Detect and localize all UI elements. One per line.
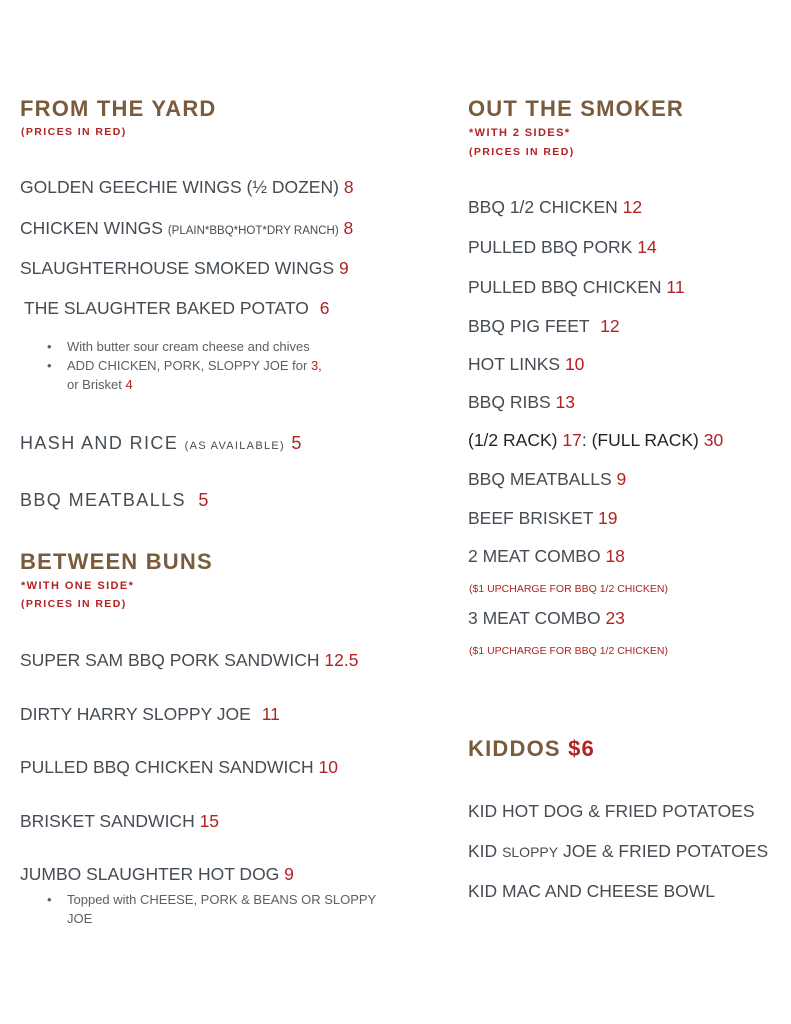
item-name: SLAUGHTERHOUSE SMOKED WINGS (20, 258, 335, 278)
menu-item-pulled-bbq-chicken (468, 277, 685, 298)
menu-item-baked-potato (24, 298, 330, 319)
half-rack-label: (1/2 RACK) (468, 430, 558, 450)
item-name: GOLDEN GEECHIE WINGS (½ DOZEN) (20, 177, 339, 197)
menu-item-ribs-rack-sizes (468, 430, 723, 451)
item-name: KID MAC AND CHEESE BOWL (468, 881, 715, 901)
item-name-kid: KID (468, 841, 498, 861)
item-price: 10 (318, 757, 339, 777)
section-title-between-buns: BETWEEN BUNS (20, 549, 213, 574)
item-name: PULLED BBQ PORK (468, 237, 633, 257)
section-title-kiddos (468, 736, 595, 762)
menu-item-golden-geechie-wings (20, 177, 354, 198)
menu-item-super-sam-sandwich (20, 650, 358, 671)
item-name: PULLED BBQ CHICKEN (468, 277, 662, 297)
item-price: 8 (343, 177, 354, 197)
rack-separator: : (581, 430, 587, 450)
prices-in-red-note: (PRICES IN RED) (469, 146, 575, 158)
item-price: 5 (291, 433, 303, 453)
with-one-side-note: *WITH ONE SIDE* (21, 580, 135, 592)
item-price: 10 (564, 354, 585, 374)
menu-item-bbq-ribs (468, 392, 575, 413)
menu-item-bbq-pig-feet (468, 316, 620, 337)
item-price: 12.5 (324, 650, 359, 670)
menu-item-hot-links (468, 354, 584, 375)
item-name: JUMBO SLAUGHTER HOT DOG (20, 864, 280, 884)
item-price: 19 (598, 508, 618, 528)
combo3-upcharge-note: ($1 UPCHARGE FOR BBQ 1/2 CHICKEN) (469, 645, 668, 657)
item-price: 9 (338, 258, 349, 278)
item-name-rest: JOE & FRIED POTATOES (562, 841, 769, 861)
item-price: 6 (319, 298, 330, 318)
menu-item-bbq-half-chicken (468, 197, 642, 218)
section-title-out-the-smoker: OUT THE SMOKER (468, 96, 685, 121)
item-name: HASH AND RICE (20, 433, 179, 453)
item-name: DIRTY HARRY SLOPPY JOE (20, 704, 251, 724)
item-price: 15 (199, 811, 220, 831)
item-price: 11 (261, 704, 280, 724)
item-detail: (AS AVAILABLE) (184, 440, 285, 452)
item-price: 11 (666, 277, 685, 297)
menu-item-kid-mac-and-cheese (468, 881, 715, 902)
prices-in-red-note: (PRICES IN RED) (21, 126, 127, 138)
item-name: 2 MEAT COMBO (468, 546, 601, 566)
menu-item-bbq-meatballs-smoker (468, 469, 626, 490)
item-name: CHICKEN WINGS (20, 218, 163, 238)
baked-potato-options (23, 337, 322, 394)
item-detail: (PLAIN*BBQ*HOT*DRY RANCH) (167, 225, 339, 237)
item-name: BBQ MEATBALLS (468, 469, 612, 489)
prices-in-red-note: (PRICES IN RED) (21, 598, 127, 610)
menu-item-dirty-harry-sloppy-joe (20, 704, 280, 725)
kiddos-title: KIDDOS (468, 736, 561, 761)
menu-item-2-meat-combo (468, 546, 625, 567)
kiddos-price: $6 (568, 736, 595, 761)
combo2-upcharge-note: ($1 UPCHARGE FOR BBQ 1/2 CHICKEN) (469, 583, 668, 595)
menu-item-hash-and-rice (20, 433, 303, 454)
item-price: 23 (605, 608, 625, 628)
menu-item-beef-brisket (468, 508, 617, 529)
menu-item-slaughterhouse-smoked-wings (20, 258, 349, 279)
full-rack-price: 30 (703, 430, 724, 450)
item-name: PULLED BBQ CHICKEN SANDWICH (20, 757, 314, 777)
item-name-sloppy: SLOPPY (502, 844, 559, 860)
menu-item-kid-sloppy-joe (468, 841, 768, 862)
item-name: THE SLAUGHTER BAKED POTATO (24, 298, 309, 318)
item-name: BRISKET SANDWICH (20, 811, 195, 831)
hot-dog-toppings (23, 890, 376, 928)
item-price: 13 (555, 392, 576, 412)
item-name: KID HOT DOG & FRIED POTATOES (468, 801, 755, 821)
item-name: HOT LINKS (468, 354, 561, 374)
item-price: 5 (198, 490, 210, 510)
item-price: 8 (343, 218, 354, 238)
menu-item-pulled-bbq-chicken-sandwich (20, 757, 338, 778)
item-price: 9 (616, 469, 627, 489)
menu-item-chicken-wings (20, 218, 353, 239)
item-name: BEEF BRISKET (468, 508, 594, 528)
item-name: BBQ PIG FEET (468, 316, 590, 336)
menu-item-pulled-bbq-pork (468, 237, 657, 258)
menu-item-kid-hot-dog (468, 801, 755, 822)
item-name: SUPER SAM BBQ PORK SANDWICH (20, 650, 320, 670)
menu-item-jumbo-hot-dog (20, 864, 294, 885)
menu-item-bbq-meatballs-yard (20, 490, 210, 511)
item-price: 12 (622, 197, 643, 217)
half-rack-price: 17 (562, 430, 582, 450)
item-name: BBQ RIBS (468, 392, 551, 412)
full-rack-label: (FULL RACK) (591, 430, 699, 450)
bullet-add-meat: • ADD CHICKEN, PORK, SLOPPY JOE for 3, or Brisket 4 (67, 356, 322, 394)
item-price: 18 (605, 546, 625, 566)
item-name: BBQ MEATBALLS (20, 490, 186, 510)
menu-item-brisket-sandwich (20, 811, 219, 832)
item-price: 9 (284, 864, 294, 884)
item-name: BBQ 1/2 CHICKEN (468, 197, 618, 217)
item-price: 14 (637, 237, 657, 257)
item-name: 3 MEAT COMBO (468, 608, 601, 628)
with-2-sides-note: *WITH 2 SIDES* (469, 127, 571, 139)
menu-item-3-meat-combo (468, 608, 625, 629)
bullet-toppings: • Topped with CHEESE, PORK & BEANS OR SLOPPY JOE (67, 890, 376, 928)
section-title-from-the-yard: FROM THE YARD (20, 96, 217, 121)
bullet-butter-sour-cream: • With butter sour cream cheese and chives (67, 337, 322, 356)
item-price: 12 (600, 316, 620, 336)
